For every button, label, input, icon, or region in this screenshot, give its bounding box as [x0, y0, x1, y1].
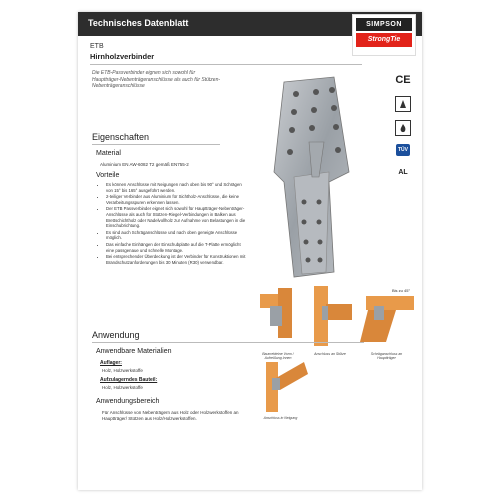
auflager-item: Holz, Holzwerkstoffe: [102, 368, 143, 373]
subsection-materialien: Anwendbare Materialien: [96, 348, 172, 355]
figure-caption: Baumeldeine Vorm / Aufreißung Innen: [262, 352, 294, 360]
divider: [92, 144, 220, 145]
product-photo: [254, 72, 354, 282]
section-eigenschaften: Eigenschaften: [92, 132, 150, 142]
auflager-label: Auflager:: [100, 360, 122, 366]
fire-rating-icon: [395, 96, 411, 112]
list-item: • 2-teiliger Verbinder aus Aluminium für Sichtholz-Anschlüsse, die keine Verarbeitungsspuren erkennen lassen.: [106, 194, 246, 205]
fire-icon: [395, 120, 411, 136]
list-item: • Der ETB Passverbinder eignet sich sowohl für Hauptträger-Nebenträger-Anschlüsse als auch für Stützen-Riegel-Verbindungen in Balken aus Brettschichtholz oder Nadelvollholz zur Aufnahme von Belastungen in die Einschubrichtung.: [106, 206, 246, 228]
al-label-icon: AL: [398, 168, 408, 176]
list-item: • Das einfache Einhängen der Einschubplatte auf die T-Platte ermöglicht eine passgenaue und schnelle Montage.: [106, 242, 246, 253]
figure-caption: Schräganschluss an Hauptträger: [370, 352, 403, 360]
figure-caption: Anschluss in Neigung: [263, 416, 298, 420]
product-name: Hirnholzverbinder: [90, 52, 155, 61]
list-item: • Es können Anschlüsse mit Neigungen nach oben bis 90° und Schrägen von 15° bis 165° ausgeführt werden.: [106, 182, 246, 193]
product-code: ETB: [90, 43, 104, 50]
tuv-icon: TÜV: [396, 144, 410, 156]
intro-text: Die ETB-Passverbinder eignen sich sowohl für Hauptträger-Nebenträgeranschlüsse als auch für Stützen-Nebenträgeranschlüsse: [92, 70, 221, 89]
logo-bottom-text: StrongTie: [356, 33, 412, 47]
figure-3: [360, 288, 414, 342]
page-title: Technisches Datenblatt: [88, 18, 189, 28]
divider: [90, 64, 362, 65]
vorteile-list: [98, 182, 246, 266]
certification-icons: [392, 72, 414, 188]
subsection-bereich: Anwendungsbereich: [96, 398, 160, 405]
list-item: • Bei entsprechender Überdeckung ist der Verbinder für Konstruktionen mit Brandschutzanforderungen bis 30 Minuten (R30) verwendbar.: [106, 254, 246, 265]
ce-mark-icon: CE: [395, 74, 411, 86]
figure-4: [266, 362, 308, 412]
list-item: • Es sind auch Schräganschlüsse und nach oben geneigte Anschlüsse möglich.: [106, 230, 246, 241]
divider: [92, 342, 364, 343]
bauteil-label: Aufzulagerndes Bauteil:: [100, 377, 158, 383]
subsection-vorteile: Vorteile: [96, 172, 120, 179]
angle-label: Bis zu 45°: [392, 288, 411, 293]
bereich-item: Für Anschlüsse von Nebenträgern aus Holz oder Holzwerkstoffen an Hauptträger/ Stützen aus Holz/Holzwerkstoffen.: [102, 410, 239, 421]
section-anwendung: Anwendung: [92, 330, 140, 340]
subsection-material: Material: [96, 150, 121, 157]
figure-1: [260, 288, 292, 338]
bauteil-item: Holz, Holzwerkstoffe: [102, 385, 143, 390]
logo-top-text: SIMPSON: [356, 18, 412, 31]
datasheet-page: [78, 12, 422, 490]
figure-2: [314, 286, 352, 346]
material-item: Aluminium EN AW-6082 T2 gemäß EN755-2: [100, 162, 189, 167]
simpson-logo: [352, 14, 416, 56]
figure-caption: Anschluss an Stütze: [314, 352, 346, 356]
